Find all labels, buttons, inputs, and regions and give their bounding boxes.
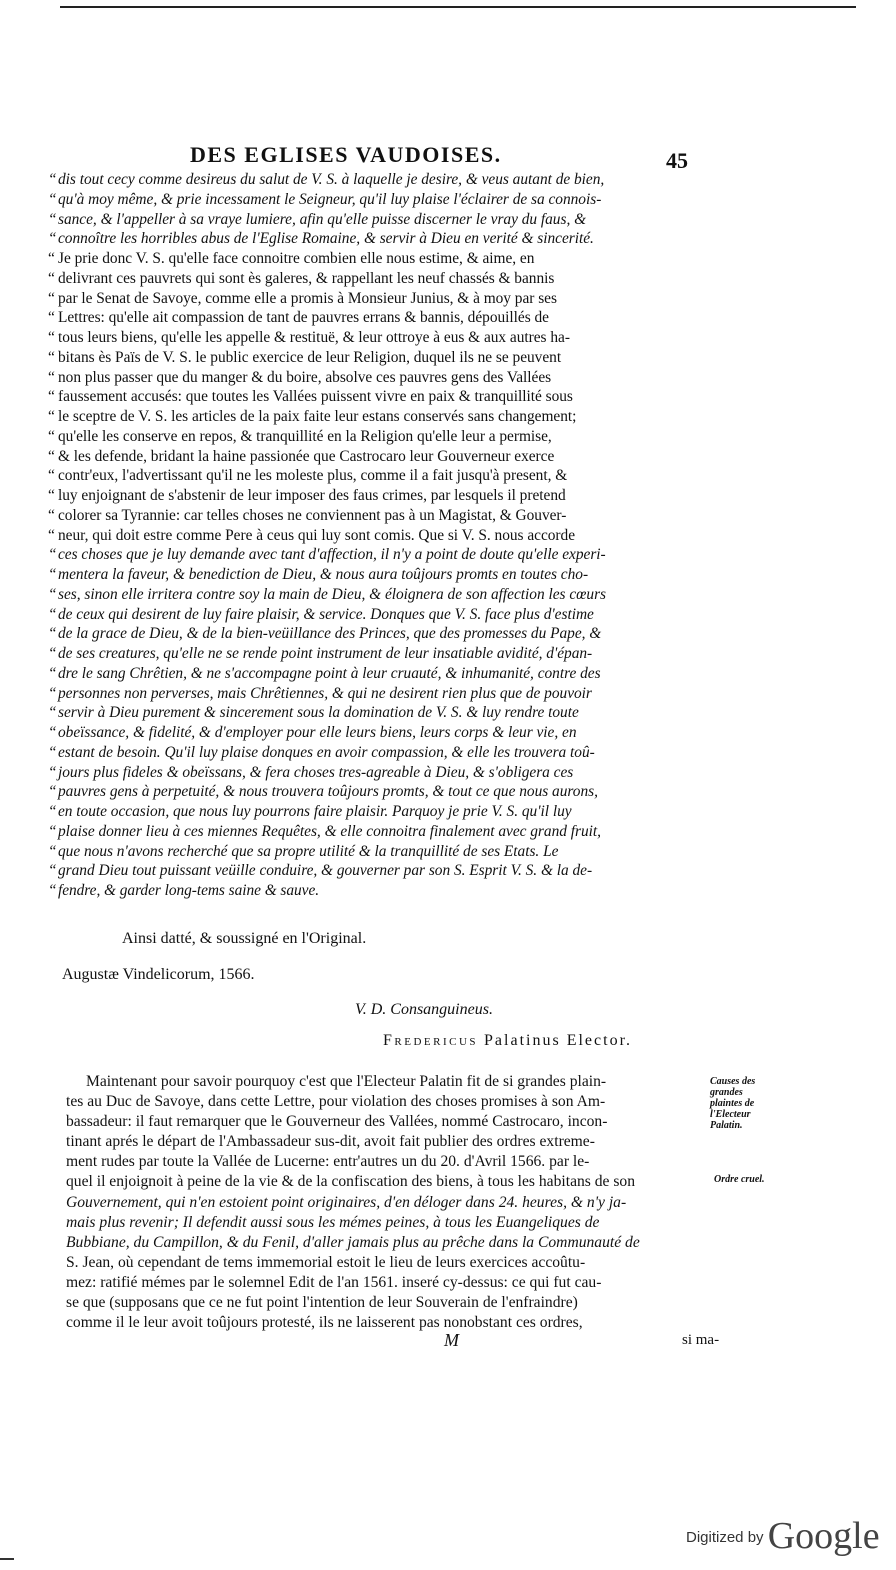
letter-line: “ non plus passer que du manger & du boire, absolve ces pauvres gens des Vallées <box>48 368 708 388</box>
commentary-line: quel il enjoignoit à peine de la vie & de la confiscation des biens, à tous les habitans de son <box>66 1173 636 1191</box>
commentary-line: Maintenant pour savoir pourquoy c'est que l'Electeur Palatin fit de si grandes plain- <box>86 1073 607 1090</box>
letter-line: “ dis tout cecy comme desireus du salut de V. S. à laquelle je desire, & veus autant de bien, <box>48 170 708 190</box>
closing-signature <box>383 1032 632 1050</box>
letter-line: “ connoître les horribles abus de l'Eglise Romaine, & servir à Dieu en verité & sincerité. <box>48 229 708 249</box>
letter-line: “ le sceptre de V. S. les articles de la paix faite leur estans conservés sans changement; <box>48 407 708 427</box>
letter-line: “ qu'elle les conserve en repos, & tranquillité en la Religion qu'elle leur a permise, <box>48 427 708 447</box>
letter-line: “ sance, & l'appeller à sa vraye lumiere, afin qu'elle puisse discerner le vray du faus, & <box>48 210 708 230</box>
letter-line: “ tous leurs biens, qu'elle les appelle & restituë, & leur ottroye à eus & aux autres ha- <box>48 328 708 348</box>
letter-line: “ ces choses que je luy demande avec tant d'affection, il n'y a point de doute qu'elle experi- <box>48 545 708 565</box>
letter-line: “ plaise donner lieu à ces miennes Requêtes, & elle connoitra finalement avec grand fruit, <box>48 822 708 842</box>
commentary-line: comme il le leur avoit toûjours protesté, ils ne laisserent pas nonobstant ces ordres, <box>66 1314 583 1332</box>
letter-line: “ estant de besoin. Qu'il luy plaise donques en avoir compassion, & elle les trouvera toû- <box>48 743 708 763</box>
letter-line: “ faussement accusés: que toutes les Vallées puissent vivre en paix & tranquillité sous <box>48 387 708 407</box>
letter-line: “ dre le sang Chrêtien, & ne s'accompagne point à leur cruauté, & inhumanité, contre des <box>48 664 708 684</box>
letter-line: “ contr'eux, l'advertissant qu'il ne les moleste plus, comme il a fait jusqu'à present, & <box>48 466 708 486</box>
commentary-line: Gouvernement, qui n'en estoient point originaires, d'en déloger dans 24. heures, & n'y ja- <box>66 1193 627 1211</box>
letter-line: “ obeïssance, & fidelité, & d'employer pour elle leurs biens, leurs corps & leur vie, en <box>48 723 708 743</box>
signature-title: Palatinus Elector. <box>484 1032 633 1049</box>
digitized-by-google-watermark: Digitized by Google <box>686 1515 880 1557</box>
letter-line: “ en toute occasion, que nous luy pourrons faire plaisir. Parquoy je prie V. S. qu'il luy <box>48 802 708 822</box>
commentary-line: mez: ratifié mémes par le solemnel Edit de l'an 1561. inseré cy-dessus: ce qui fut cau- <box>66 1273 602 1291</box>
signature-name: Fredericus <box>383 1032 479 1049</box>
commentary-line: bassadeur: il faut remarquer que le Gouverneur des Vallées, nommé Castrocaro, incon- <box>66 1113 608 1131</box>
letter-line: “ personnes non perverses, mais Chrêtiennes, & qui ne desirent rien plus que de pouvoir <box>48 684 708 704</box>
margin-note-ordre-cruel: Ordre cruel. <box>714 1174 765 1185</box>
letter-line: “ jours plus fideles & obeïssans, & fera choses tres-agreable à Dieu, & s'obligera ces <box>48 763 708 783</box>
commentary-line: mais plus revenir; Il defendit aussi sous les mémes peines, à tous les Euangeliques de <box>66 1213 600 1231</box>
commentary-line: tinant aprés le départ de l'Ambassadeur sus-dit, avoit fait publier des ordres extreme- <box>66 1133 595 1151</box>
letter-line: “ luy enjoignant de s'abstenir de leur imposer des faus crimes, par lesquels il pretend <box>48 486 708 506</box>
letter-line: “ par le Senat de Savoye, comme elle a promis à Monsieur Junius, & à moy par ses <box>48 289 708 309</box>
catchword: si ma- <box>682 1332 720 1348</box>
page-number: 45 <box>666 148 688 173</box>
letter-line: “ de la grace de Dieu, & de la bien-veüillance des Princes, que des promesses du Pape, & <box>48 624 708 644</box>
commentary-line: se que (supposans que ce ne fut point l'intention de leur Souverain de l'enfraindre) <box>66 1294 578 1312</box>
margin-note-causes: Causes des grandes plaintes de l'Electeur Palatin. <box>710 1076 756 1131</box>
closing-attestation: Ainsi datté, & soussigné en l'Original. <box>122 930 367 947</box>
letter-line: “ Je prie donc V. S. qu'elle face connoitre combien elle nous estime, & aime, en <box>48 249 708 269</box>
commentary-line: ment rudes par toute la Vallée de Lucerne: entr'autres un du 20. d'Avril 1566. par le- <box>66 1153 590 1171</box>
letter-line: “ colorer sa Tyrannie: car telles choses ne conviennent pas à un Magistat, & Gouver- <box>48 506 708 526</box>
commentary-line: Bubbiane, du Campillon, & du Fenil, d'aller jamais plus au prêche dans la Communauté de <box>66 1233 640 1251</box>
running-header: DES EGLISES VAUDOISES. <box>190 142 502 167</box>
letter-line: “ bitans ès Païs de V. S. le public exercice de leur Religion, duquel ils ne se peuvent <box>48 348 708 368</box>
commentary-line: tes au Duc de Savoye, dans cette Lettre, pour violation des choses promises à son Am- <box>66 1093 606 1111</box>
letter-line: “ Lettres: qu'elle ait compassion de tant de pauvres errans & bannis, dépouillés de <box>48 308 708 328</box>
closing-salutation: V. D. Consanguineus. <box>355 1001 493 1018</box>
commentary-paragraph <box>66 1072 706 1333</box>
letter-line: “ fendre, & garder long-tems saine & sauve. <box>48 881 708 901</box>
letter-body <box>48 170 708 901</box>
letter-line: “ & les defende, bridant la haine passionée que Castrocaro leur Gouverneur exerce <box>48 447 708 467</box>
top-rule <box>60 0 856 8</box>
letter-line: “ qu'à moy même, & prie incessament le Seigneur, qu'il luy plaise l'éclairer de sa connois- <box>48 190 708 210</box>
letter-line: “ que nous n'avons recherché que sa propre utilité & la tranquillité de ses Etats. Le <box>48 842 708 862</box>
letter-line: “ pauvres gens à perpetuité, & nous trouvera toûjours promts, & tout ce que nous aurons, <box>48 782 708 802</box>
letter-line: “ ses, sinon elle irritera contre soy la main de Dieu, & éloignera de son affection les cœurs <box>48 585 708 605</box>
letter-line: “ de ses creatures, qu'elle ne se rende point instrument de leur insatiable avidité, d'épan- <box>48 644 708 664</box>
signature-mark: M <box>444 1330 459 1350</box>
closing-place-date: Augustæ Vindelicorum, 1566. <box>62 966 255 983</box>
commentary-line: S. Jean, où cependant de tems immemorial estoit le lieu de leurs exercices accoûtu- <box>66 1253 586 1271</box>
edge-mark <box>0 1558 14 1560</box>
letter-line: “ servir à Dieu purement & sincerement sous la domination de V. S. & luy rendre toute <box>48 703 708 723</box>
letter-line: “ de ceux qui desirent de luy faire plaisir, & service. Donques que V. S. face plus d'estime <box>48 605 708 625</box>
letter-line: “ mentera la faveur, & benediction de Dieu, & nous aura toûjours promts en toutes cho- <box>48 565 708 585</box>
letter-line: “ delivrant ces pauvrets qui sont ès galeres, & rappellant les neuf chassés & bannis <box>48 269 708 289</box>
letter-line: “ grand Dieu tout puissant veüille conduire, & gouverner par son S. Esprit V. S. & la de- <box>48 861 708 881</box>
letter-line: “ neur, qui doit estre comme Pere à ceus qui luy sont comis. Que si V. S. nous accorde <box>48 526 708 546</box>
